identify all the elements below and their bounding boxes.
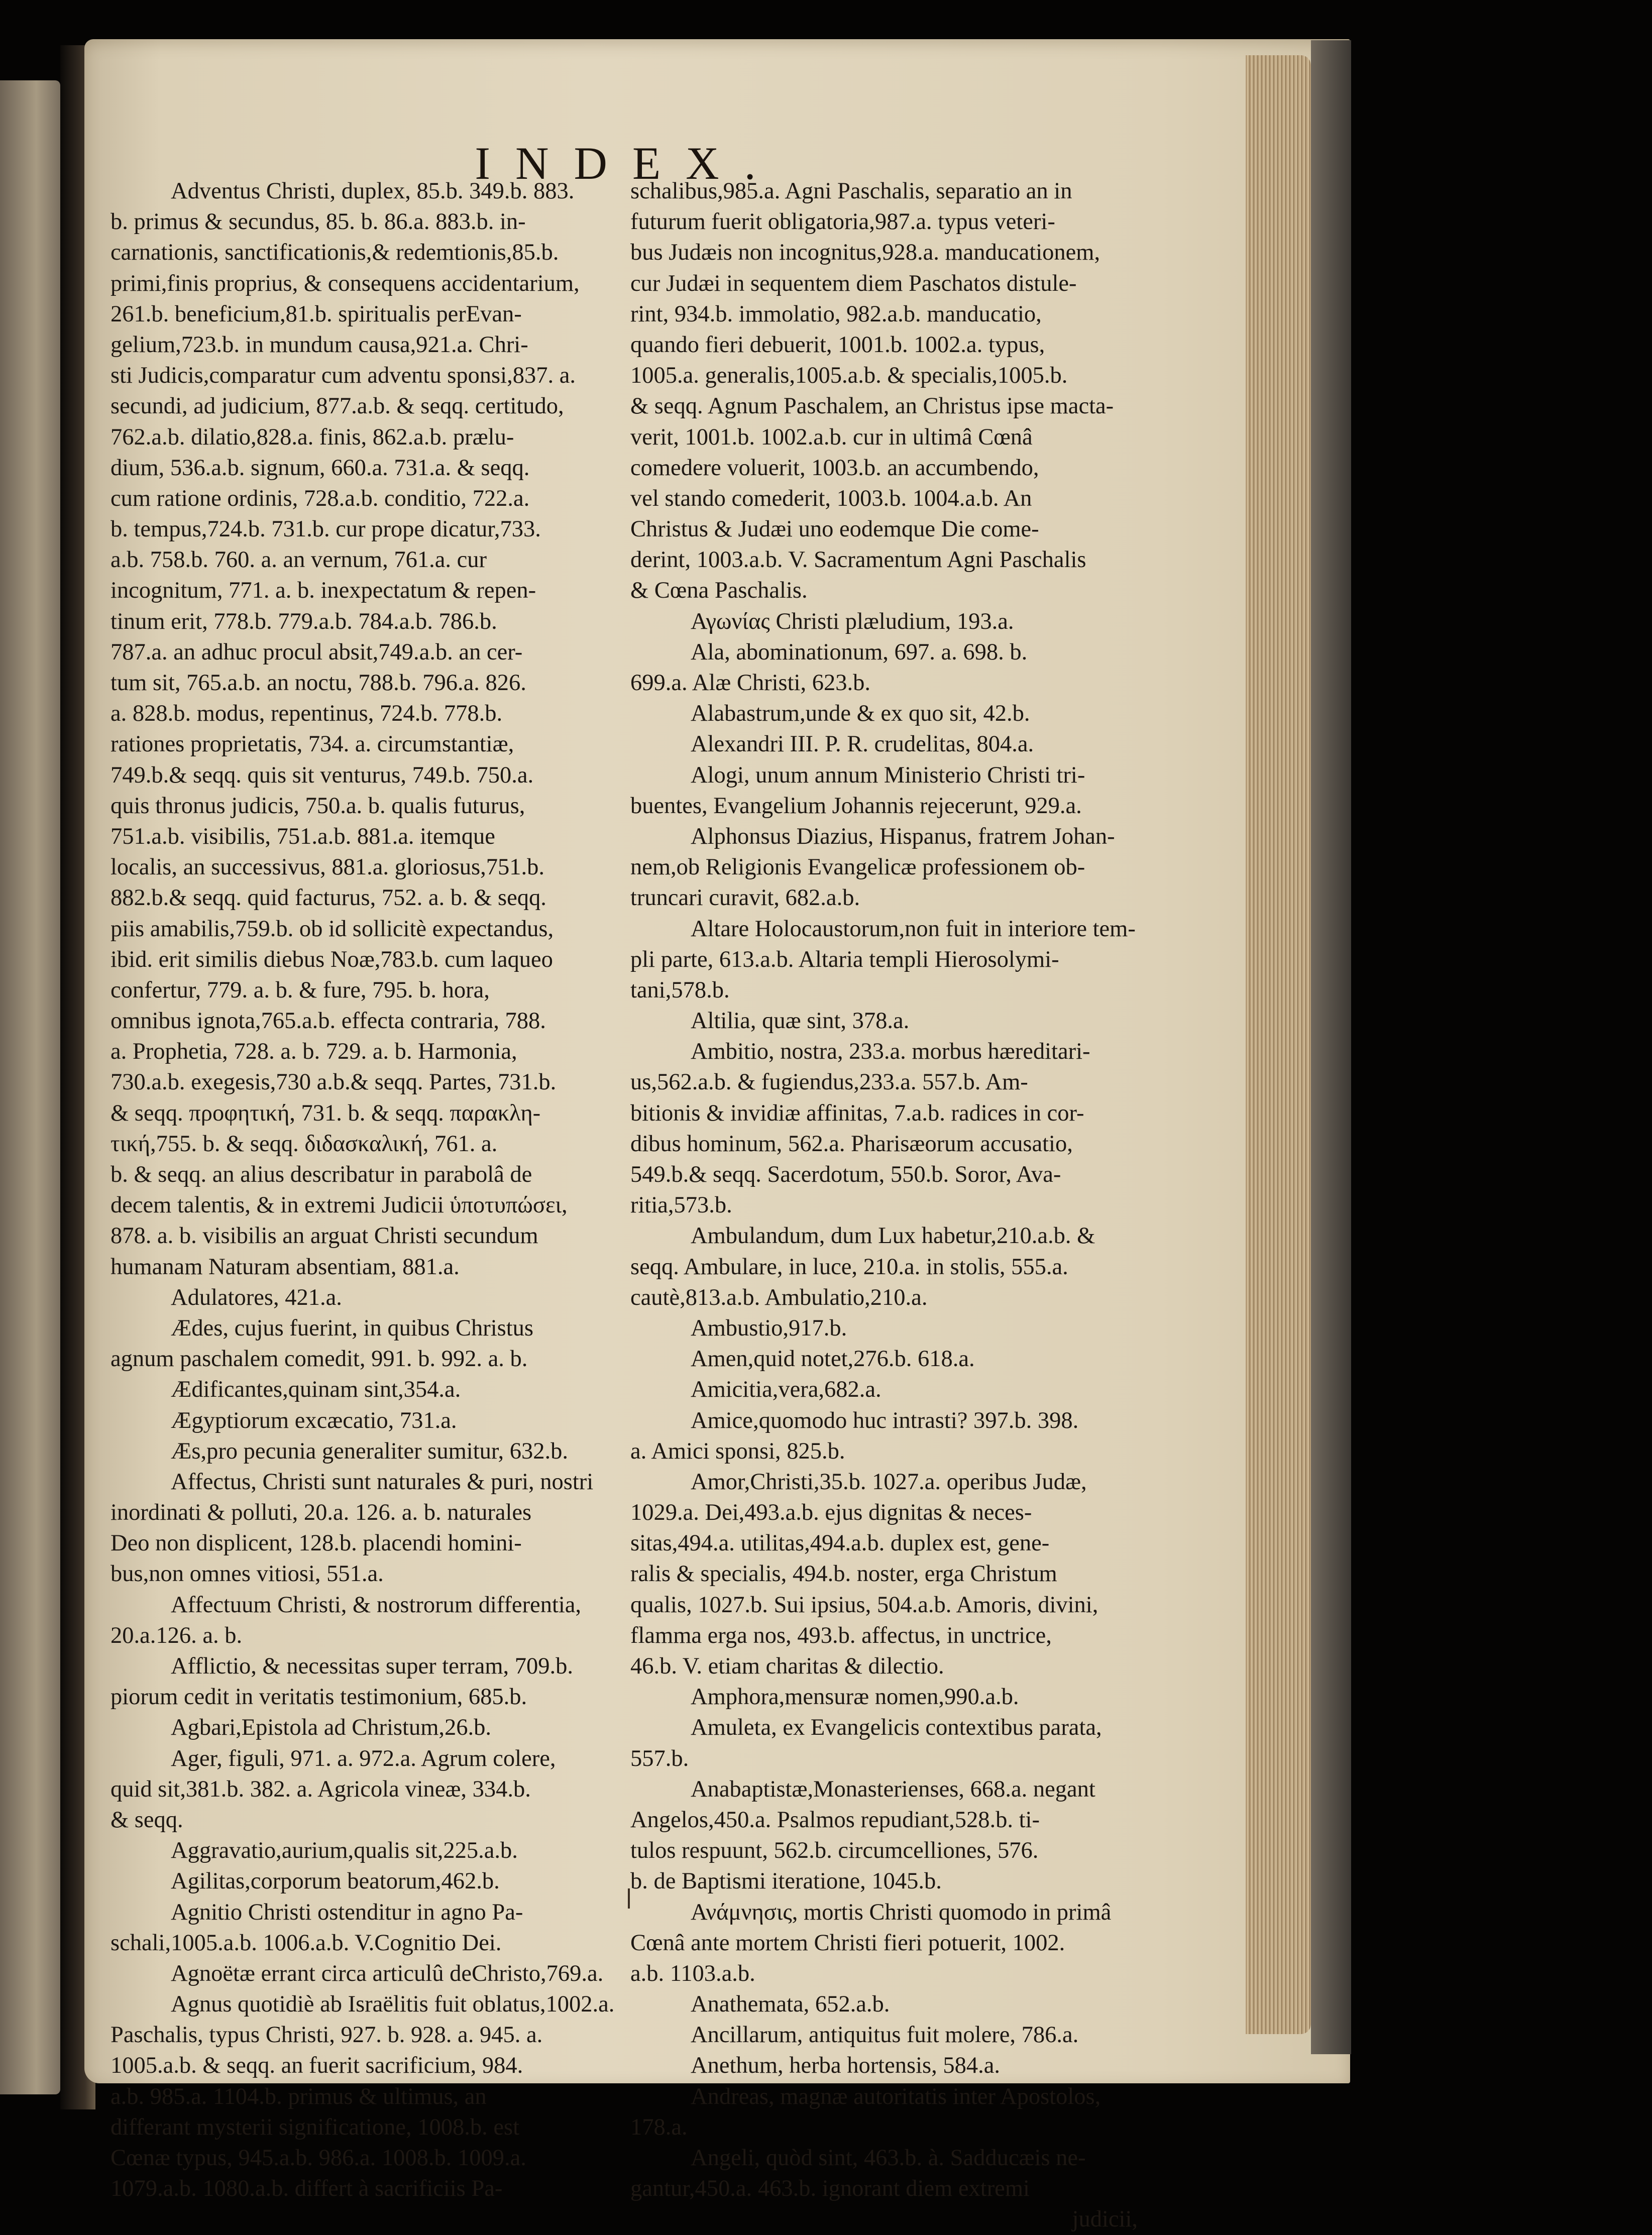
index-line: Æs,pro pecunia generaliter sumitur, 632.b. bbox=[171, 1438, 569, 1464]
index-line: b. de Baptismi iteratione, 1045.b. bbox=[630, 1868, 942, 1894]
index-line: Ambitio, nostra, 233.a. morbus hæreditari- bbox=[691, 1039, 1090, 1065]
index-line: 557.b. bbox=[630, 1745, 689, 1771]
index-line: Ambulandum, dum Lux habetur,210.a.b. & bbox=[691, 1223, 1095, 1249]
index-line: pli parte, 613.a.b. Altaria templi Hierosolymi- bbox=[630, 946, 1059, 972]
index-line: inordinati & polluti, 20.a. 126. a. b. naturales bbox=[111, 1500, 532, 1526]
index-line: futurum fuerit obligatoria,987.a. typus veteri- bbox=[630, 209, 1055, 235]
index-line: incognitum, 771. a. b. inexpectatum & repen- bbox=[111, 578, 536, 604]
index-line: quando fieri debuerit, 1001.b. 1002.a. typus, bbox=[630, 331, 1045, 358]
index-line: quid sit,381.b. 382. a. Agricola vineæ, 334.b. bbox=[111, 1776, 531, 1802]
index-line: 787.a. an adhuc procul absit,749.a.b. an cer- bbox=[111, 639, 523, 665]
index-line: Deo non displicent, 128.b. placendi homini- bbox=[111, 1530, 522, 1556]
index-line: b. tempus,724.b. 731.b. cur prope dicatur,733. bbox=[111, 516, 541, 542]
index-line: Agilitas,corporum beatorum,462.b. bbox=[171, 1868, 500, 1894]
index-line: dium, 536.a.b. signum, 660.a. 731.a. & seqq. bbox=[111, 455, 530, 481]
index-line: Ædes, cujus fuerint, in quibus Christus bbox=[171, 1315, 534, 1341]
index-line: a. Prophetia, 728. a. b. 729. a. b. Harmonia, bbox=[111, 1039, 517, 1065]
index-line: Altilia, quæ sint, 378.a. bbox=[691, 1008, 910, 1034]
index-line: a.b. 758.b. 760. a. an vernum, 761.a. cur bbox=[111, 547, 487, 573]
index-line: Agnus quotidiè ab Israëlitis fuit oblatus,1002.a. bbox=[171, 1991, 615, 2018]
index-line: & seqq. προφητική, 731. b. & seqq. παρακλη- bbox=[111, 1100, 541, 1126]
index-line: seqq. Ambulare, in luce, 210.a. in stolis, 555.a. bbox=[630, 1254, 1068, 1280]
index-line: tum sit, 765.a.b. an noctu, 788.b. 796.a. 826. bbox=[111, 670, 526, 696]
index-column-left bbox=[111, 176, 633, 2204]
index-line: 762.a.b. dilatio,828.a. finis, 862.a.b. prælu- bbox=[111, 424, 514, 450]
index-line: cur Judæi in sequentem diem Paschatos distule- bbox=[630, 270, 1077, 296]
index-line: a.b. 1103.a.b. bbox=[630, 1960, 755, 1986]
index-line: 549.b.& seqq. Sacerdotum, 550.b. Soror, Ava- bbox=[630, 1162, 1061, 1187]
index-line: Ager, figuli, 971. a. 972.a. Agrum colere, bbox=[171, 1745, 556, 1771]
index-line: Alabastrum,unde & ex quo sit, 42.b. bbox=[691, 701, 1030, 727]
index-line: 46.b. V. etiam charitas & dilectio. bbox=[630, 1653, 944, 1679]
index-line: Ægyptiorum excæcatio, 731.a. bbox=[171, 1407, 457, 1433]
index-line: Amphora,mensuræ nomen,990.a.b. bbox=[691, 1684, 1019, 1710]
index-line: piis amabilis,759.b. ob id sollicitè expectandus, bbox=[111, 916, 554, 942]
index-line: Amice,quomodo huc intrasti? 397.b. 398. bbox=[691, 1407, 1079, 1433]
index-line: decem talentis, & in extremi Judicii ὑποτυπώσει, bbox=[111, 1192, 568, 1218]
index-line: Alogi, unum annum Ministerio Christi tri- bbox=[691, 762, 1085, 788]
index-line: 749.b.& seqq. quis sit venturus, 749.b. 750.a. bbox=[111, 762, 534, 788]
index-line: schali,1005.a.b. 1006.a.b. V.Cognitio Dei. bbox=[111, 1930, 502, 1956]
index-line: Affectuum Christi, & nostrorum differentia, bbox=[171, 1592, 582, 1618]
index-line: judicii, bbox=[1072, 2206, 1138, 2232]
index-line: 1005.a.b. & seqq. an fuerit sacrificium, 984. bbox=[111, 2053, 523, 2079]
index-line: sitas,494.a. utilitas,494.a.b. duplex est, gene- bbox=[630, 1530, 1050, 1556]
index-line: & seqq. bbox=[111, 1807, 183, 1833]
index-line: quis thronus judicis, 750.a. b. qualis futurus, bbox=[111, 793, 525, 819]
index-line: 1029.a. Dei,493.a.b. ejus dignitas & neces- bbox=[630, 1500, 1032, 1526]
index-line: Amicitia,vera,682.a. bbox=[691, 1377, 882, 1403]
index-line: Altare Holocaustorum,non fuit in interiore tem- bbox=[691, 916, 1136, 942]
index-line: Angeli, quòd sint, 463.b. à. Sadducæis ne- bbox=[691, 2145, 1086, 2171]
index-line: ralis & specialis, 494.b. noster, erga Christum bbox=[630, 1561, 1057, 1587]
index-column-right bbox=[630, 176, 1138, 2235]
index-line: 730.a.b. exegesis,730 a.b.& seqq. Partes, 731.b. bbox=[111, 1069, 557, 1095]
index-line: bitionis & invidiæ affinitas, 7.a.b. radices in cor- bbox=[630, 1100, 1084, 1126]
index-line: schalibus,985.a. Agni Paschalis, separatio an in bbox=[630, 178, 1072, 204]
index-line: truncari curavit, 682.a.b. bbox=[630, 885, 860, 911]
index-line: Affectus, Christi sunt naturales & puri, nostri bbox=[171, 1469, 594, 1495]
index-line: omnibus ignota,765.a.b. effecta contraria, 788. bbox=[111, 1008, 546, 1034]
index-line: gantur,450.a. 463.b. ignorant diem extremi bbox=[630, 2176, 1030, 2202]
page-edges bbox=[1246, 55, 1311, 2034]
index-line: verit, 1001.b. 1002.a.b. cur in ultimâ Cœnâ bbox=[630, 424, 1033, 450]
index-line: localis, an successivus, 881.a. gloriosus,751.b. bbox=[111, 854, 545, 880]
index-line: Aggravatio,aurium,qualis sit,225.a.b. bbox=[171, 1838, 518, 1864]
index-line: differant mysterii significatione, 1008.b. est bbox=[111, 2114, 519, 2140]
index-line: comedere voluerit, 1003.b. an accumbendo, bbox=[630, 455, 1039, 481]
index-line: rint, 934.b. immolatio, 982.a.b. manducatio, bbox=[630, 301, 1042, 327]
page-header: INDEX. bbox=[475, 138, 781, 189]
index-line: piorum cedit in veritatis testimonium, 685.b. bbox=[111, 1684, 527, 1710]
index-line: 261.b. beneficium,81.b. spiritualis perEvan- bbox=[111, 301, 522, 327]
index-line: a.b. 985.a. 1104.b. primus & ultimus, an bbox=[111, 2083, 487, 2109]
index-line: 699.a. Alæ Christi, 623.b. bbox=[630, 670, 870, 696]
index-line: ritia,573.b. bbox=[630, 1192, 732, 1218]
index-line: gelium,723.b. in mundum causa,921.a. Chri- bbox=[111, 331, 528, 358]
index-line: buentes, Evangelium Johannis rejecerunt, 929.a. bbox=[630, 793, 1082, 819]
index-line: 1079.a.b. 1080.a.b. differt à sacrificiis Pa- bbox=[111, 2176, 503, 2202]
index-line: Anathemata, 652.a.b. bbox=[691, 1991, 890, 2018]
index-line: Agnoëtæ errant circa articulû deChristo,769.a. bbox=[171, 1960, 604, 1986]
index-line: us,562.a.b. & fugiendus,233.a. 557.b. Am- bbox=[630, 1069, 1028, 1095]
index-line: Paschalis, typus Christi, 927. b. 928. a. 945. a. bbox=[111, 2022, 543, 2048]
index-line: tani,578.b. bbox=[630, 977, 730, 1003]
index-line: Αγωνίας Christi plæludium, 193.a. bbox=[691, 608, 1014, 634]
index-line: Andreas, magnæ autoritatis inter Apostolos, bbox=[691, 2083, 1101, 2109]
index-line: confertur, 779. a. b. & fure, 795. b. hora, bbox=[111, 977, 490, 1003]
index-line: ibid. erit similis diebus Noæ,783.b. cum laqueo bbox=[111, 946, 553, 972]
index-line: Cœnâ ante mortem Christi fieri potuerit, 1002. bbox=[630, 1930, 1065, 1956]
index-line: 882.b.& seqq. quid facturus, 752. a. b. & seqq. bbox=[111, 885, 546, 911]
index-line: Christus & Judæi uno eodemque Die come- bbox=[630, 516, 1039, 542]
index-line: agnum paschalem comedit, 991. b. 992. a. b. bbox=[111, 1346, 528, 1372]
index-line: Ambustio,917.b. bbox=[691, 1315, 847, 1341]
book-cover-edge bbox=[1311, 40, 1351, 2054]
index-line: Alexandri III. P. R. crudelitas, 804.a. bbox=[691, 731, 1034, 757]
index-line: primi,finis proprius, & consequens accidentarium, bbox=[111, 270, 580, 296]
index-line: bus Judæis non incognitus,928.a. manducationem, bbox=[630, 240, 1100, 266]
index-line: & seqq. Agnum Paschalem, an Christus ipse macta- bbox=[630, 393, 1114, 419]
index-line: Agbari,Epistola ad Christum,26.b. bbox=[171, 1715, 492, 1741]
left-page-edge bbox=[0, 80, 60, 2094]
index-line: cum ratione ordinis, 728.a.b. conditio, 722.a. bbox=[111, 485, 530, 511]
index-line: a. 828.b. modus, repentinus, 724.b. 778.b. bbox=[111, 701, 503, 727]
index-line: & Cœna Paschalis. bbox=[630, 578, 808, 604]
index-line: nem,ob Religionis Evangelicæ professionem ob- bbox=[630, 854, 1085, 880]
index-line: sti Judicis,comparatur cum adventu sponsi,837. a. bbox=[111, 363, 576, 389]
index-line: Angelos,450.a. Psalmos repudiant,528.b. ti- bbox=[630, 1807, 1040, 1833]
index-line: Amor,Christi,35.b. 1027.a. operibus Judæ, bbox=[691, 1469, 1087, 1495]
index-line: 878. a. b. visibilis an arguat Christi secundum bbox=[111, 1223, 538, 1249]
index-line: Afflictio, & necessitas super terram, 709.b. bbox=[171, 1653, 574, 1679]
ink-mark bbox=[628, 1888, 630, 1909]
index-line: b. primus & secundus, 85. b. 86.a. 883.b. in- bbox=[111, 209, 526, 235]
index-line: dibus hominum, 562.a. Pharisæorum accusatio, bbox=[630, 1131, 1073, 1157]
index-line: Agnitio Christi ostenditur in agno Pa- bbox=[171, 1899, 523, 1925]
index-line: Ædificantes,quinam sint,354.a. bbox=[171, 1377, 461, 1403]
index-line: qualis, 1027.b. Sui ipsius, 504.a.b. Amoris, divini, bbox=[630, 1592, 1098, 1618]
index-line: 1005.a. generalis,1005.a.b. & specialis,1005.b. bbox=[630, 363, 1068, 389]
index-line: Ancillarum, antiquitus fuit molere, 786.a. bbox=[691, 2022, 1079, 2048]
index-line: a. Amici sponsi, 825.b. bbox=[630, 1438, 845, 1464]
index-line: Cœnæ typus, 945.a.b. 986.a. 1008.b. 1009.a. bbox=[111, 2145, 526, 2171]
index-line: Anethum, herba hortensis, 584.a. bbox=[691, 2053, 1000, 2079]
index-line: bus,non omnes vitiosi, 551.a. bbox=[111, 1561, 384, 1587]
index-line: humanam Naturam absentiam, 881.a. bbox=[111, 1254, 460, 1280]
index-line: carnationis, sanctificationis,& redemtionis,85.b. bbox=[111, 240, 559, 266]
index-line: Alphonsus Diazius, Hispanus, fratrem Johan- bbox=[691, 823, 1115, 849]
index-line: cautè,813.a.b. Ambulatio,210.a. bbox=[630, 1284, 928, 1310]
index-line: b. & seqq. an alius describatur in parabolâ de bbox=[111, 1162, 532, 1187]
index-line: 178.a. bbox=[630, 2114, 688, 2140]
index-line: vel stando comederit, 1003.b. 1004.a.b. An bbox=[630, 485, 1032, 511]
index-line: Adulatores, 421.a. bbox=[171, 1284, 342, 1310]
index-line: tinum erit, 778.b. 779.a.b. 784.a.b. 786.b. bbox=[111, 608, 497, 634]
index-line: Anabaptistæ,Monasterienses, 668.a. negant bbox=[691, 1776, 1095, 1802]
index-line: derint, 1003.a.b. V. Sacramentum Agni Paschalis bbox=[630, 547, 1086, 573]
index-line: flamma erga nos, 493.b. affectus, in unctrice, bbox=[630, 1622, 1052, 1648]
index-line: 751.a.b. visibilis, 751.a.b. 881.a. itemque bbox=[111, 823, 495, 849]
index-line: Adventus Christi, duplex, 85.b. 349.b. 883. bbox=[171, 178, 575, 204]
index-line: Ala, abominationum, 697. a. 698. b. bbox=[691, 639, 1028, 665]
index-line: Amuleta, ex Evangelicis contextibus parata, bbox=[691, 1715, 1102, 1741]
index-line: Amen,quid notet,276.b. 618.a. bbox=[691, 1346, 975, 1372]
index-line: τική,755. b. & seqq. διδασκαλική, 761. a. bbox=[111, 1131, 498, 1157]
index-line: secundi, ad judicium, 877.a.b. & seqq. certitudo, bbox=[111, 393, 564, 419]
index-line: rationes proprietatis, 734. a. circumstantiæ, bbox=[111, 731, 514, 757]
index-line: tulos respuunt, 562.b. circumcelliones, 576. bbox=[630, 1838, 1039, 1864]
index-line: 20.a.126. a. b. bbox=[111, 1622, 243, 1648]
index-line: Ανάμνησις, mortis Christi quomodo in primâ bbox=[691, 1899, 1112, 1925]
